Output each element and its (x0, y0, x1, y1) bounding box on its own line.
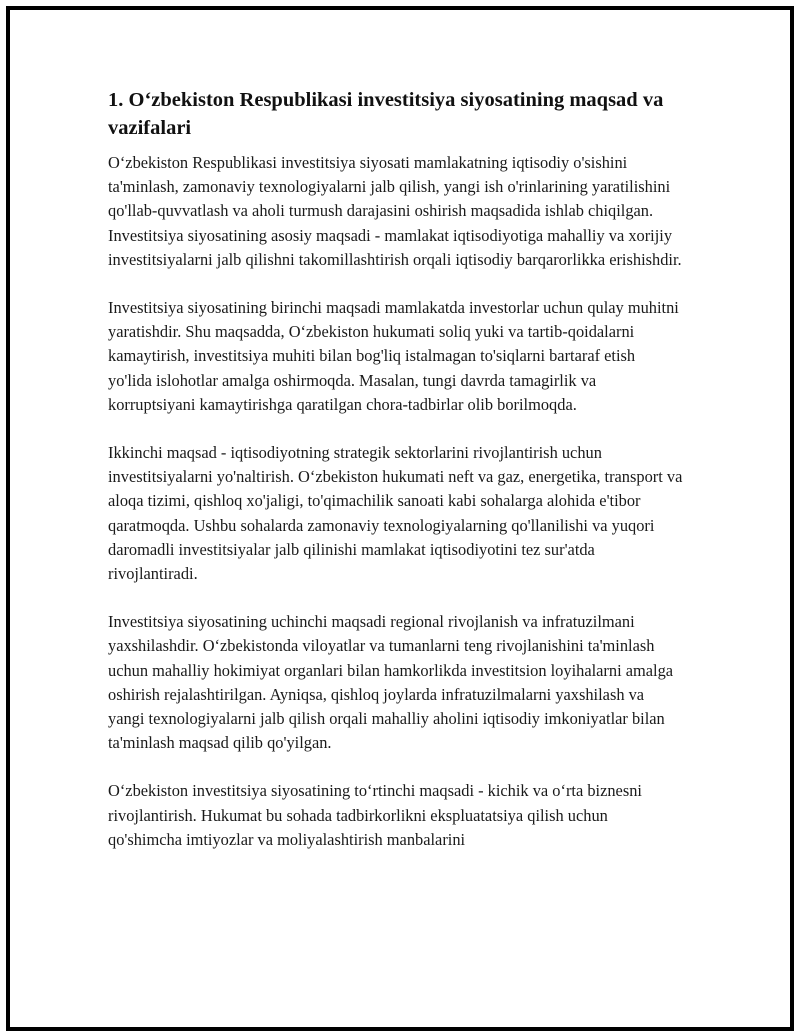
paragraph-2: Investitsiya siyosatining birinchi maqsadi mamlakatda investorlar uchun qulay muhitni yaratishdir. Shu maqsadda, O‘zbekiston hukumati soliq yuki va tartib-qoidalarni kamaytirish, investitsiya muhiti bilan bog'liq istalmagan to'siqlarni bartaraf etish yo'lida islohotlar amalga oshirmoqda. Masalan, tungi davrda tamagirlik va korruptsiyani kamaytirishga qaratilgan chora-tadbirlar olib borilmoqda. (108, 298, 679, 414)
paragraph-4: Investitsiya siyosatining uchinchi maqsadi regional rivojlanish va infratuzilmani yaxshilashdir. O‘zbekistonda viloyatlar va tumanlarni teng rivojlanishini ta'minlash uchun mahalliy hokimiyat organlari bilan hamkorlikda investitsion loyihalarni amalga oshirish rejalashtirilgan. Ayniqsa, qishloq joylarda infratuzilmalarni yaxshilash va yangi texnologiyalarni jalb qilish orqali mahalliy aholini iqtisodiy imkoniyatlar bilan ta'minlash maqsad qilib qo'yilgan. (108, 612, 674, 753)
paragraph-3: Ikkinchi maqsad - iqtisodiyotning strategik sektorlarini rivojlantirish uchun investitsiyalarni yo'naltirish. O‘zbekiston hukumati neft va gaz, energetika, transport va aloqa tizimi, qishloq xo'jaligi, to'qimachilik sanoati kabi sohalarga alohida e'tibor qaratmoqda. Ushbu sohalarda zamonaviy texnologiyalarning qo'llanilishi va yuqori daromadli investitsiyalar jalb qilinishi mamlakat iqtisodiyotini tez sur'atda rivojlantiradi. (108, 443, 683, 584)
document-body (108, 86, 683, 876)
section-title: 1. O‘zbekiston Respublikasi investitsiya siyosatining maqsad va vazifalari (108, 89, 664, 139)
paragraph-5: O‘zbekiston investitsiya siyosatining to‘rtinchi maqsadi - kichik va o‘rta biznesni rivojlantirish. Hukumat bu sohada tadbirkorlikni ekspluatatsiya qilish uchun qo'shimcha imtiyozlar va moliyalashtirish manbalarini (108, 781, 642, 849)
paragraph-1: O‘zbekiston Respublikasi investitsiya siyosati mamlakatning iqtisodiy o'sishini ta'minlash, zamonaviy texnologiyalarni jalb qilish, yangi ish o'rinlarining yaratilishini qo'llab-quvvatlash va aholi turmush darajasini oshirish maqsadida ishlab chiqilgan. Investitsiya siyosatining asosiy maqsadi - mamlakat iqtisodiyotiga mahalliy va xorijiy investitsiyalarni jalb qilishni takomillashtirish orqali iqtisodiy barqarorlikka erishishdir. (108, 153, 682, 269)
